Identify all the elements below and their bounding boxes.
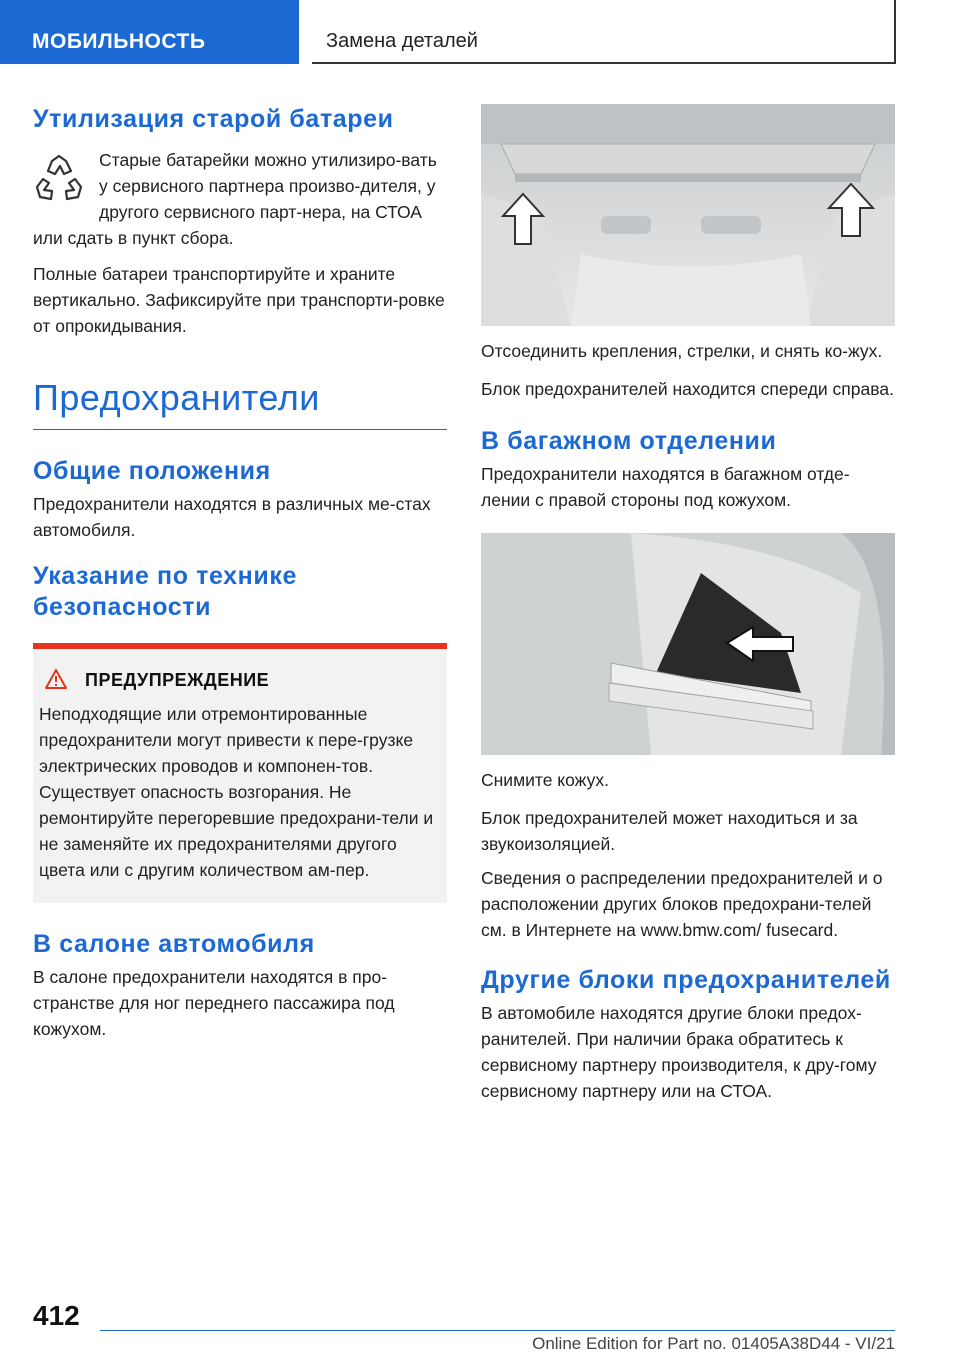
page-header (0, 0, 960, 66)
warning-box (33, 643, 447, 903)
warning-title: ПРЕДУПРЕЖДЕНИЕ (85, 670, 270, 690)
right-paragraph-2: Блок предохранителей находится спереди справа. (481, 379, 894, 399)
battery-paragraph-1: Старые батарейки можно утилизиро-вать у сервисного партнера произво-дителя, у другого сервисного парт-нера, на СТОА или сдать в пункт сбора. (33, 150, 437, 248)
safety-heading: Указание по технике безопасности (33, 562, 297, 621)
edition-text: Online Edition for Part no. 01405A38D44 - VI/21 (532, 1334, 895, 1353)
general-paragraph: Предохранители находятся в различных ме-стах автомобиля. (33, 494, 431, 540)
fuses-heading: Предохранители (33, 377, 447, 430)
trunk-paragraph: Предохранители находятся в багажном отде-лении с правой стороны под кожухом. (481, 464, 850, 510)
chapter-title: Замена деталей (312, 0, 896, 64)
battery-heading: Утилизация старой батареи (33, 105, 394, 133)
warning-triangle-icon (45, 669, 67, 689)
right-paragraph-4: Блок предохранителей может находиться и за звукоизоляцией. (481, 808, 858, 854)
glovebox-illustration (481, 104, 895, 326)
right-paragraph-3: Снимите кожух. (481, 770, 609, 790)
section-tab: МОБИЛЬНОСТЬ (0, 0, 299, 64)
cabin-paragraph: В салоне предохранители находятся в про-странстве для ног переднего пассажира под кожухом. (33, 967, 395, 1039)
footer-rule (100, 1330, 895, 1331)
right-paragraph-1: Отсоединить крепления, стрелки, и снять ко-жух. (481, 341, 883, 361)
trunk-illustration (481, 533, 895, 755)
right-column (481, 104, 895, 1104)
recycle-icon (33, 153, 85, 209)
right-paragraph-5: Сведения о распределении предохранителей и о расположении других блоков предохрани-телей см. в Интернете на www.bmw.com/ fusecard. (481, 868, 883, 940)
left-column (33, 104, 447, 1042)
battery-block (33, 147, 447, 251)
trunk-fuse-cover-photo (481, 533, 895, 755)
battery-paragraph-2: Полные батареи транспортируйте и храните вертикально. Зафиксируйте при транспорти-ровке от опрокидывания. (33, 264, 445, 336)
warning-header (39, 669, 441, 695)
warning-text: Неподходящие или отремонтированные предохранители могут привести к пере-грузке электрических проводов и компонен-тов. Существует опасность возгорания. Не ремонтируйте перегоревшие предохрани-тели и не заменяйте их предохранителями другого цвета или с другим количеством ам-пер. (39, 704, 434, 880)
cabin-heading: В салоне автомобиля (33, 930, 315, 958)
cabin-fuse-cover-photo (481, 104, 895, 326)
other-heading: Другие блоки предохранителей (481, 966, 891, 994)
trunk-heading: В багажном отделении (481, 427, 777, 455)
other-paragraph: В автомобиле находятся другие блоки предох-ранителей. При наличии брака обратитесь к сервисному партнеру производителя, к дру-гому сервисному партнеру или на СТОА. (481, 1003, 877, 1101)
page-number: 412 (33, 1300, 80, 1331)
general-heading: Общие положения (33, 457, 271, 485)
